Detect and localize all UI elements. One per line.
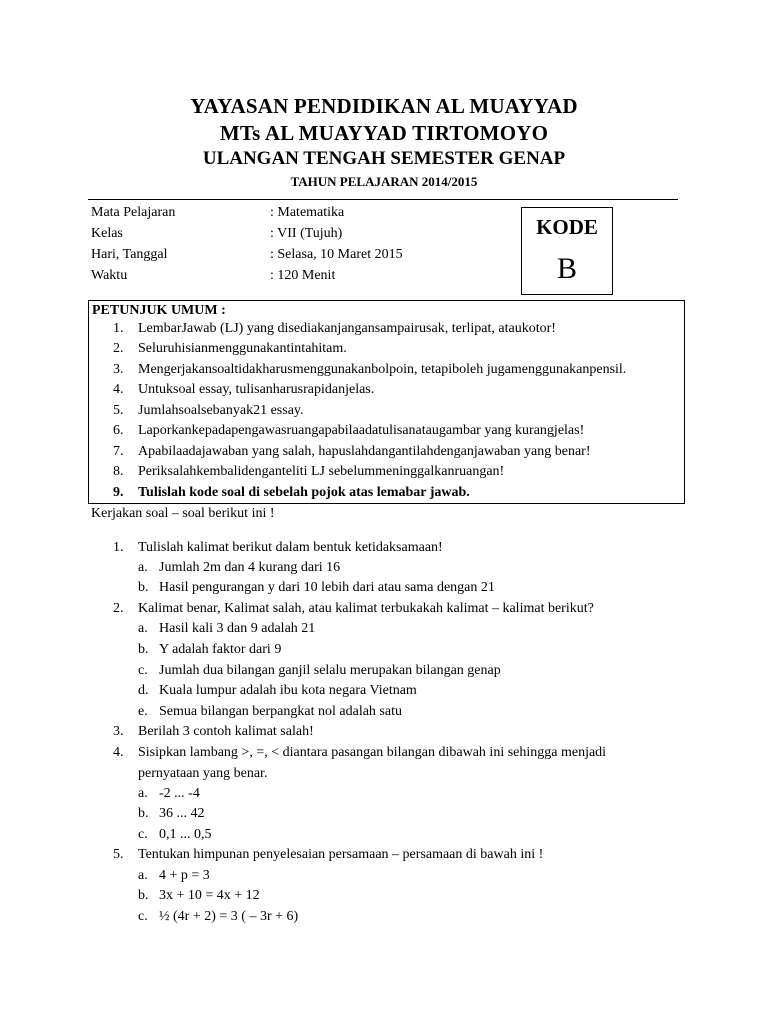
instruction-number: 3. bbox=[113, 362, 124, 377]
instruction-number: 7. bbox=[113, 444, 124, 459]
instruction-number: 2. bbox=[113, 341, 124, 356]
header-divider bbox=[88, 199, 678, 200]
option-letter: b. bbox=[138, 580, 149, 595]
question-text: Berilah 3 contoh kalimat salah! bbox=[138, 724, 314, 739]
info-label: Mata Pelajaran bbox=[91, 205, 176, 220]
option-text: 0,1 ... 0,5 bbox=[159, 827, 212, 842]
option-text: Kuala lumpur adalah ibu kota negara Vietnam bbox=[159, 683, 417, 698]
option-letter: b. bbox=[138, 888, 149, 903]
option-letter: c. bbox=[138, 909, 148, 924]
instruction-text: Seluruhisianmenggunakantintahitam. bbox=[138, 341, 347, 356]
info-value: : Selasa, 10 Maret 2015 bbox=[270, 247, 403, 262]
option-text: Semua bilangan berpangkat nol adalah satu bbox=[159, 704, 402, 719]
instruction-text: Laporkankepadapengawasruangapabilaadatulisanataugambar yang kurangjelas! bbox=[138, 423, 585, 438]
info-label: Hari, Tanggal bbox=[91, 247, 168, 262]
option-letter: a. bbox=[138, 786, 148, 801]
kode-value: B bbox=[556, 252, 577, 285]
instruction-text: Untuksoal essay, tulisanharusrapidanjelas. bbox=[138, 382, 375, 397]
kode-label: KODE bbox=[536, 215, 598, 239]
instructions-title: PETUNJUK UMUM : bbox=[92, 303, 226, 318]
question-text: Tulislah kalimat berikut dalam bentuk ketidaksamaan! bbox=[138, 540, 443, 555]
instruction-number: 1. bbox=[113, 321, 124, 336]
school-title: MTs AL MUAYYAD TIRTOMOYO bbox=[219, 121, 549, 145]
option-letter: a. bbox=[138, 868, 148, 883]
option-letter: a. bbox=[138, 560, 148, 575]
exam-title: ULANGAN TENGAH SEMESTER GENAP bbox=[202, 148, 566, 169]
option-letter: a. bbox=[138, 621, 148, 636]
instruction-text: Jumlahsoalsebanyak21 essay. bbox=[138, 403, 304, 418]
instruction-number: 4. bbox=[113, 382, 124, 397]
instruction-number: 8. bbox=[113, 464, 124, 479]
option-text: Y adalah faktor dari 9 bbox=[159, 642, 282, 657]
option-text: 3x + 10 = 4x + 12 bbox=[159, 888, 260, 903]
question-text: Sisipkan lambang >, =, < diantara pasangan bilangan dibawah ini sehingga menjadi bbox=[138, 745, 607, 760]
option-letter: b. bbox=[138, 806, 149, 821]
question-number: 3. bbox=[113, 724, 124, 739]
option-text: Hasil kali 3 dan 9 adalah 21 bbox=[159, 621, 316, 636]
instruction-number: 9. bbox=[113, 485, 124, 500]
instruction-text: Apabilaadajawaban yang salah, hapuslahdangantilahdenganjawaban yang benar! bbox=[138, 444, 591, 459]
question-number: 4. bbox=[113, 745, 124, 760]
option-text: Jumlah dua bilangan ganjil selalu merupakan bilangan genap bbox=[159, 663, 501, 678]
instruction-text: LembarJawab (LJ) yang disediakanjangansampairusak, terlipat, ataukotor! bbox=[138, 321, 556, 336]
question-number: 2. bbox=[113, 601, 124, 616]
option-text: Jumlah 2m dan 4 kurang dari 16 bbox=[159, 560, 341, 575]
option-text: Hasil pengurangan y dari 10 lebih dari atau sama dengan 21 bbox=[159, 580, 495, 595]
option-text: 4 + p = 3 bbox=[159, 868, 210, 883]
info-label: Waktu bbox=[91, 268, 128, 283]
option-letter: b. bbox=[138, 642, 149, 657]
instruction-text: Mengerjakansoaltidakharusmenggunakanbolpoin, tetapiboleh jugamenggunakanpensil. bbox=[138, 362, 627, 377]
instruction-text: Tulislah kode soal di sebelah pojok atas lemabar jawab. bbox=[138, 485, 470, 500]
option-letter: d. bbox=[138, 683, 149, 698]
question-text-continued: pernyataan yang benar. bbox=[138, 766, 268, 781]
instruction-number: 5. bbox=[113, 403, 124, 418]
option-letter: e. bbox=[138, 704, 148, 719]
info-label: Kelas bbox=[91, 226, 123, 241]
question-text: Tentukan himpunan penyelesaian persamaan – persamaan di bawah ini ! bbox=[138, 847, 544, 862]
foundation-title: YAYASAN PENDIDIKAN AL MUAYYAD bbox=[190, 94, 578, 118]
info-value: : Matematika bbox=[270, 205, 345, 220]
question-number: 1. bbox=[113, 540, 124, 555]
instruction-number: 6. bbox=[113, 423, 124, 438]
option-text: ½ (4r + 2) = 3 ( – 3r + 6) bbox=[159, 909, 299, 924]
info-value: : 120 Menit bbox=[270, 268, 336, 283]
kode-box bbox=[521, 207, 613, 295]
option-letter: c. bbox=[138, 827, 148, 842]
option-text: -2 ... -4 bbox=[159, 786, 200, 801]
option-letter: c. bbox=[138, 663, 148, 678]
info-value: : VII (Tujuh) bbox=[270, 226, 343, 241]
option-text: 36 ... 42 bbox=[159, 806, 205, 821]
question-text: Kalimat benar, Kalimat salah, atau kalimat terbukakah kalimat – kalimat berikut? bbox=[138, 601, 594, 616]
academic-year: TAHUN PELAJARAN 2014/2015 bbox=[290, 174, 478, 189]
question-number: 5. bbox=[113, 847, 124, 862]
instruction-text: Periksalahkembalidenganteliti LJ sebelummeninggalkanruangan! bbox=[138, 464, 505, 479]
work-instruction: Kerjakan soal – soal berikut ini ! bbox=[91, 506, 275, 521]
